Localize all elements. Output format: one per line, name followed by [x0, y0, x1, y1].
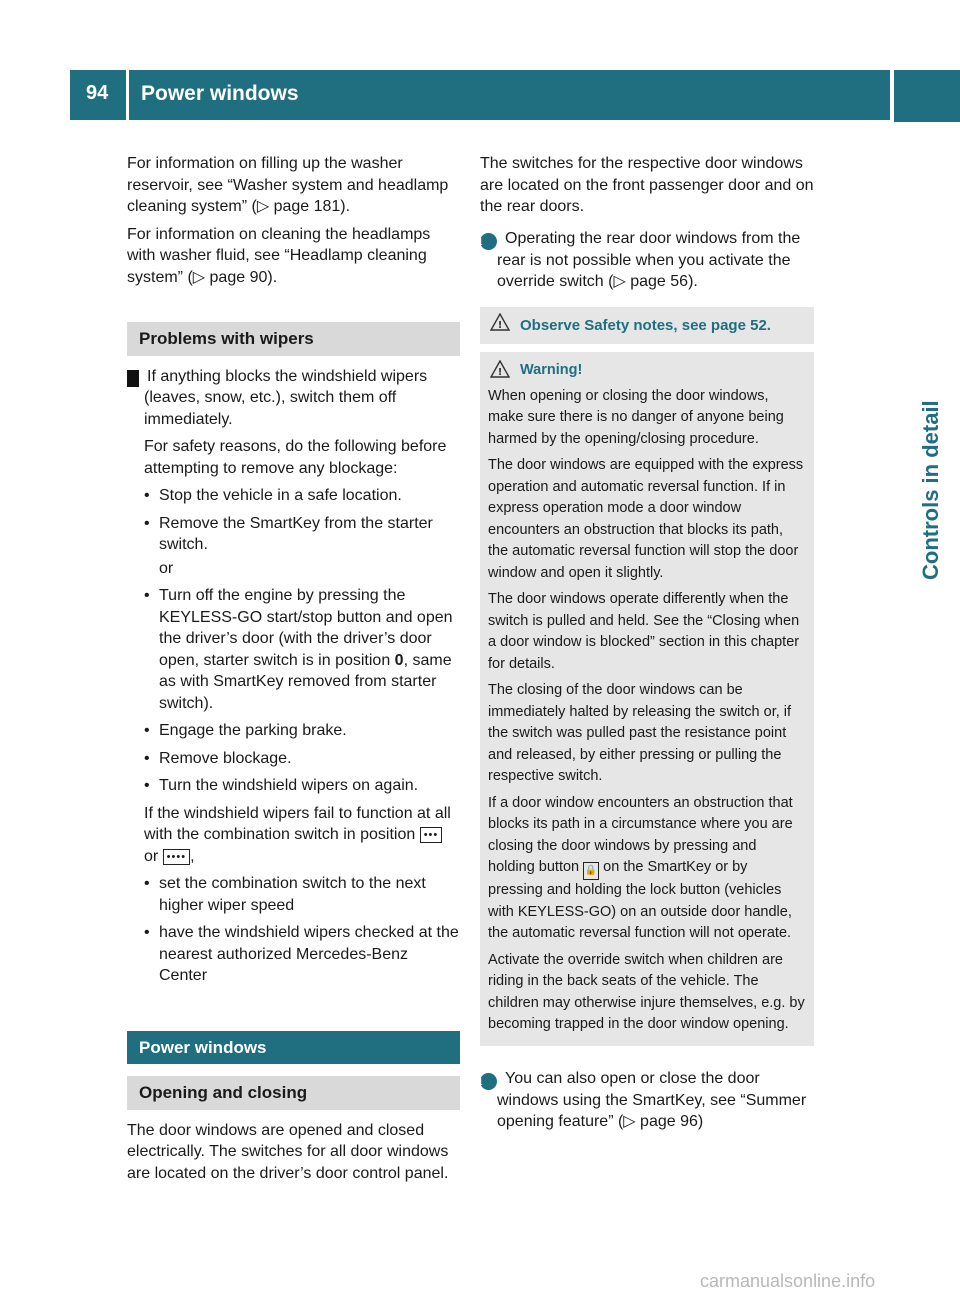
warning-paragraph: The closing of the door windows can be immediately halted by releasing the switch or, if the switch was pulled past the resistance point and released, by either pressing or pulling the respective switch. — [488, 682, 792, 784]
info-paragraph — [477, 228, 814, 293]
svg-text:!: ! — [497, 367, 503, 378]
list-item: • set the combination switch to the next higher wiper speed — [127, 873, 460, 916]
info-icon: i — [480, 233, 497, 250]
or-text: or — [159, 559, 174, 577]
side-tab-text-wrap — [914, 180, 944, 580]
section-heading-problems: Problems with wipers — [127, 322, 460, 356]
observe-safety-text: Observe Safety notes, see page 52. — [520, 316, 771, 334]
right-column — [477, 153, 814, 1145]
page-number-block — [70, 70, 126, 120]
warning-paragraph: The door windows are equipped with the express operation and automatic reversal function. If in express operation mode a door window encounters an obstruction that blocks its path, the automatic reversal function will stop the door window and open it slightly. — [488, 457, 804, 581]
paragraph: The switches for the respective door windows are located on the front passenger door and on the rear doors. — [480, 155, 814, 215]
list-item: • have the windshield wipers checked at the nearest authorized Mercedes-Benz Center — [127, 922, 460, 987]
warning-box — [480, 352, 814, 1046]
list-item-text: Turn off the engine by pressing the KEYLESS-GO start/stop button and open the driver’s door (with the driver’s door open, starter switch is in position — [159, 587, 453, 669]
header-bar — [129, 70, 890, 120]
observe-safety-banner — [480, 307, 814, 345]
list-item: • Engage the parking brake. — [127, 720, 460, 742]
paragraph: For information on filling up the washer reservoir, see “Washer system and headlamp cleaning system” (▷ page 181). — [127, 155, 449, 215]
page-title: Power windows — [141, 82, 299, 105]
text: on the SmartKey or by pressing and holding the lock button (vehicles with KEYLESS-GO) on an outside door handle, the automatic reversal function will not operate. — [488, 859, 792, 941]
page-number: 94 — [86, 82, 109, 104]
exclamation-icon: ! — [127, 370, 139, 387]
svg-text:!: ! — [497, 319, 503, 331]
info-icon: i — [480, 1073, 497, 1090]
left-column — [122, 153, 460, 1190]
warning-title — [488, 360, 806, 382]
paragraph: For safety reasons, do the following before attempting to remove any blockage: — [144, 438, 447, 477]
text: If the windshield wipers fail to function at all with the combination switch in position — [144, 804, 451, 843]
warning-title-text: Warning! — [520, 362, 583, 378]
note-paragraph — [122, 366, 460, 431]
list-item: • Stop the vehicle in a safe location. — [127, 485, 460, 507]
side-tab-label: Controls in detail — [918, 400, 943, 580]
text: If a door window encounters an obstruction that blocks its path in a circumstance where you are closing the door windows by pressing and holding button — [488, 794, 793, 875]
warning-paragraph: Activate the override switch when children are riding in the back seats of the vehicle. The children may otherwise injure themselves, e.g. by becoming trapped in the door window opening. — [488, 951, 805, 1032]
section-heading-opening: Opening and closing — [127, 1076, 460, 1110]
side-tab — [894, 70, 960, 1302]
lock-icon: 🔒 — [583, 862, 599, 880]
warning-paragraph: When opening or closing the door windows, make sure there is no danger of anyone being harmed by the opening/closing procedure. — [488, 387, 784, 447]
position-value: 0 — [394, 651, 404, 669]
info-text: You can also open or close the door windows using the SmartKey, see “Summer opening feature” (▷ page 96) — [497, 1069, 807, 1130]
section-heading-power-windows: Power windows — [127, 1031, 460, 1065]
warning-triangle-icon — [490, 360, 510, 378]
watermark: carmanualsonline.info — [700, 1271, 876, 1291]
side-tab-block — [894, 70, 960, 122]
list-item: • Remove blockage. — [127, 748, 460, 770]
wiper-position-4-icon: •••• — [163, 849, 190, 865]
list-item — [127, 585, 460, 714]
list-item: • Remove the SmartKey from the starter switch. — [127, 513, 460, 556]
text: , — [190, 847, 195, 865]
warning-paragraph — [488, 793, 806, 945]
paragraph: The door windows are opened and closed electrically. The switches for all door windows are located on the driver’s door control panel. — [127, 1121, 449, 1182]
wiper-position-3-icon: ••• — [420, 827, 443, 843]
paragraph — [127, 803, 460, 868]
warning-paragraph: The door windows operate differently when the switch is pulled and held. See the “Closing when a door window is blocked” section in this chapter for details. — [488, 591, 800, 672]
warning-triangle-icon — [490, 313, 510, 331]
info-text: Operating the rear door windows from the rear is not possible when you activate the override switch (▷ page 56). — [497, 229, 801, 290]
info-paragraph — [477, 1068, 814, 1133]
list-item: • Turn the windshield wipers on again. — [127, 775, 460, 797]
paragraph: For information on cleaning the headlamps with washer fluid, see “Headlamp cleaning system” (▷ page 90). — [127, 225, 431, 286]
list-item-text: , same as with SmartKey removed from starter switch). — [159, 651, 452, 712]
text: or — [144, 847, 163, 865]
note-text: If anything blocks the windshield wipers (leaves, snow, etc.), switch them off immediately. — [144, 367, 428, 428]
